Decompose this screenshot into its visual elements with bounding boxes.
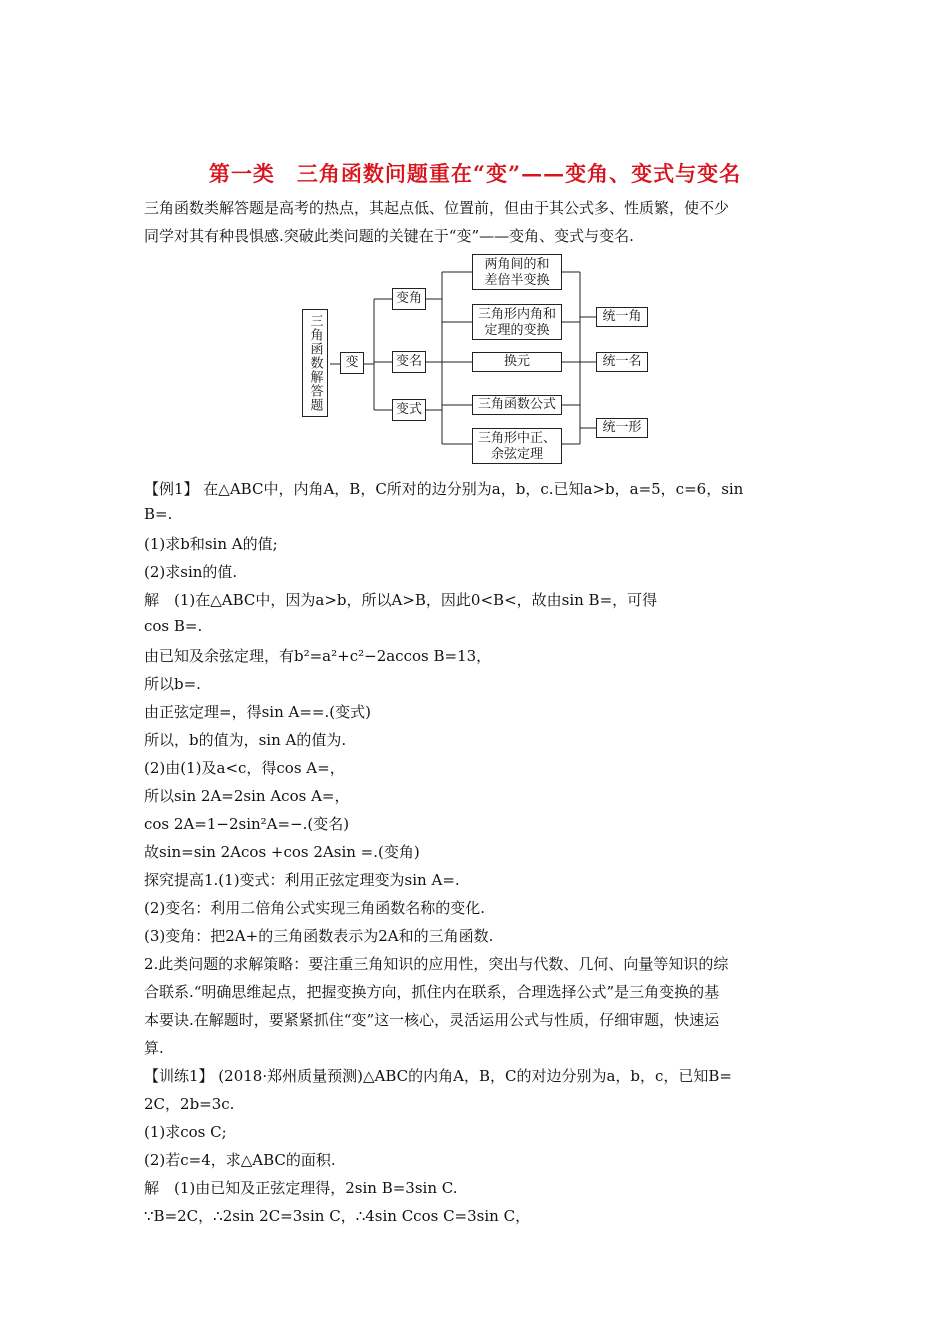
- training-1-line-2: 2C，2b=3c.: [144, 1095, 235, 1113]
- example-1-part-1: (1)求b和sin A的值;: [144, 535, 278, 553]
- method-line: 两角间的和: [484, 257, 550, 272]
- training-solution-line-2: ∵B=2C，∴2sin 2C=3sin C，∴4sin Ccos C=3sin C，: [144, 1207, 531, 1225]
- solution-line-10: 故sin=sin 2Acos +cos 2Asin =.(变角): [144, 843, 420, 861]
- example-1-part-2: (2)求sin的值.: [144, 563, 238, 581]
- method-angle-sum-box: [472, 304, 562, 340]
- method-substitution-box: 换元: [472, 352, 562, 372]
- training-1-part-2: (2)若c=4，求△ABC的面积.: [144, 1151, 336, 1169]
- method-trig-formula-box: 三角函数公式: [472, 395, 562, 415]
- training-1-part-1: (1)求cos C;: [144, 1123, 227, 1141]
- root-box: 三角函数解答题: [302, 309, 328, 417]
- strategy-line-3: 本要诀.在解题时，要紧紧抓住“变”这一核心，灵活运用公式与性质，仔细审题，快速运: [144, 1011, 720, 1029]
- solution-line-7: (2)由(1)及a<c，得cos A=，: [144, 759, 345, 777]
- solution-line-5: 由正弦定理=，得sin A==.(变式): [144, 703, 371, 721]
- method-sum-difference-box: [472, 254, 562, 290]
- result-unify-form-box: 统一形: [596, 418, 648, 438]
- method-line: 三角形内角和: [477, 307, 556, 322]
- solution-line-2: cos B=.: [144, 617, 203, 635]
- method-sine-cosine-law-box: [472, 428, 562, 464]
- method-line: 差倍半变换: [484, 273, 550, 288]
- solution-line-3: 由已知及余弦定理，有b²=a²+c²−2accos B=13，: [144, 647, 492, 665]
- intro-line-1: 三角函数类解答题是高考的热点，其起点低、位置前，但由于其公式多、性质繁，使不少: [144, 199, 730, 217]
- page-title: 第一类 三角函数问题重在“变”——变角、变式与变名: [208, 161, 742, 186]
- strategy-line-1: 2.此类问题的求解策略：要注重三角知识的应用性，突出与代数、几何、向量等知识的综: [144, 955, 729, 973]
- solution-line-4: 所以b=.: [144, 675, 201, 693]
- method-line: 余弦定理: [490, 447, 543, 462]
- branch-form-box: 变式: [392, 399, 426, 421]
- example-1-line-2: B=.: [144, 505, 173, 523]
- method-line: 定理的变换: [484, 323, 550, 338]
- insight-line-2: (2)变名：利用二倍角公式实现三角函数名称的变化.: [144, 899, 486, 917]
- intro-line-2: 同学对其有种畏惧感.突破此类问题的关键在于“变”——变角、变式与变名.: [144, 227, 634, 245]
- solution-line-8: 所以sin 2A=2sin Acos A=，: [144, 787, 350, 805]
- center-box: 变: [340, 352, 364, 374]
- solution-line-1: 解 (1)在△ABC中，因为a>b，所以A>B，因此0<B<，故由sin B=，可得: [144, 591, 658, 609]
- method-line: 三角形中正、: [477, 431, 556, 446]
- insight-line-3: (3)变角：把2A+的三角函数表示为2A和的三角函数.: [144, 927, 494, 945]
- training-solution-line-1: 解 (1)由已知及正弦定理得，2sin B=3sin C.: [144, 1179, 458, 1197]
- training-1-line-1: 【训练1】 (2018·郑州质量预测)△ABC的内角A，B，C的对边分别为a，b，c，已知B=: [144, 1067, 732, 1085]
- insight-line-1: 探究提高1.(1)变式：利用正弦定理变为sin A=.: [144, 871, 460, 889]
- result-unify-name-box: 统一名: [596, 352, 648, 372]
- result-unify-angle-box: 统一角: [596, 307, 648, 327]
- solution-line-9: cos 2A=1−2sin²A=−.(变名): [144, 815, 350, 833]
- example-1-line-1: 【例1】 在△ABC中，内角A，B，C所对的边分别为a，b，c.已知a>b，a=5，c=6，sin: [144, 480, 744, 498]
- branch-angle-box: 变角: [392, 288, 426, 310]
- branch-name-box: 变名: [392, 351, 426, 373]
- strategy-line-2: 合联系.“明确思维起点，把握变换方向，抓住内在联系，合理选择公式”是三角变换的基: [144, 983, 720, 1001]
- flow-diagram: [300, 252, 655, 470]
- strategy-line-4: 算.: [144, 1039, 164, 1057]
- solution-line-6: 所以，b的值为，sin A的值为.: [144, 731, 347, 749]
